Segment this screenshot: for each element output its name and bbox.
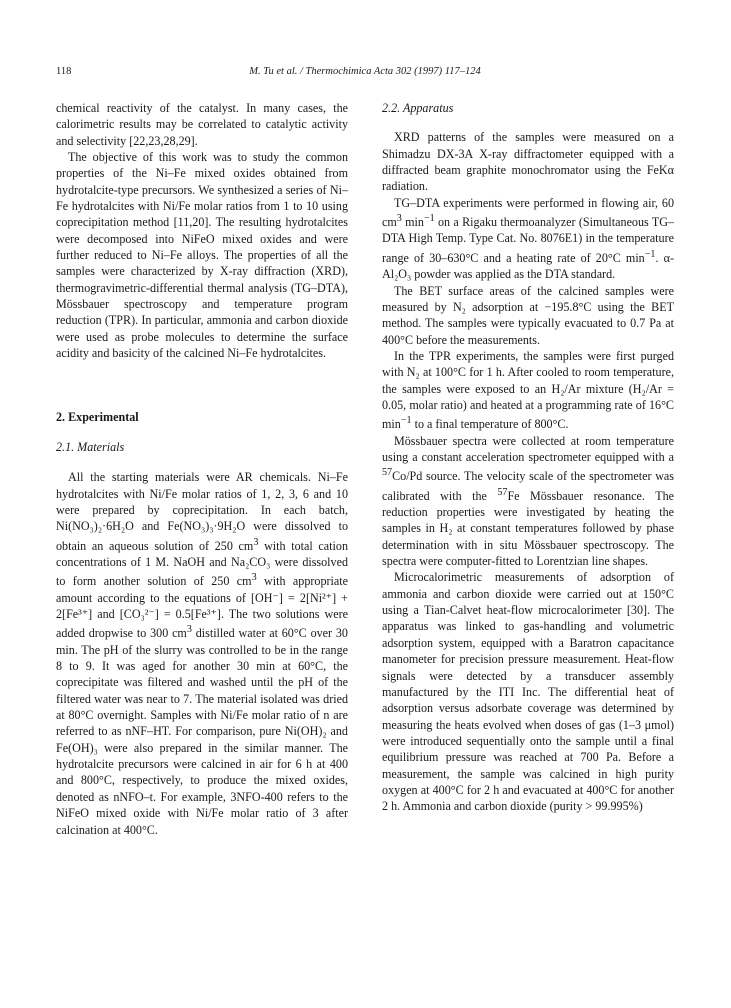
- materials-paragraph: All the starting materials were AR chemicals. Ni–Fe hydrotalcites with Ni/Fe molar ratios of 1, 2, 3, 6 and 10 were prepared by coprecipitation. In each batch, Ni(NO₃)₂·6H₂O and Fe(NO₃)₃·9H₂O were dissolved to obtain an aqueous solution of 250 $cm^3$ with total cation concentrations of 1 M. NaOH and Na₂CO₃ were dissolved to form another solution of 250 $cm^3$ with appropriate amount according to the equations of [OH⁻] = 2[Ni²⁺] + 2[Fe³⁺] and [CO₃²⁻] = 0.5[Fe³⁺]. The two solutions were added dropwise to 300 $cm^3$ distilled water at 60°C over 30 min. The pH of the slurry was controlled to be in the range 8 to 9. It was aged for another 30 min at 60°C, the coprecipitate was filtered and washed until the pH of the filtered water was near to 7. The material isolated was dried at 80°C overnight. Samples with Ni/Fe molar ratio of n are referred to as nNF–HT. For comparison, pure Ni(OH)₂ and Fe(OH)₃ were also prepared in the similar manner. The hydrotalcite precursors were calcined in air for 6 h at 400 and 800°C, respectively, to produce the mixed oxides, denoted as nNFO–t. For example, 3NFO-400 refers to the NiFeO mixed oxide with Ni/Fe molar ratio of 3 after calcination at 400°C.: [56, 470, 349, 837]
- subsection-heading-apparatus: 2.2. Apparatus: [382, 101, 454, 115]
- running-head: M. Tu et al. / Thermochimica Acta 302 (1997) 117–124: [249, 66, 481, 77]
- page-number: 118: [56, 66, 72, 77]
- bet-paragraph: The BET surface areas of the calcined samples were measured by N₂ adsorption at −195.8°C using the BET method. The samples were typically evacuated to 0.7 Pa at 400°C before the measurements.: [382, 283, 674, 347]
- formula-iron-hydroxide: Fe(OH)₃: [56, 740, 98, 755]
- formula-nickel-hydroxide: Ni(OH)₂: [284, 724, 327, 739]
- right-column: [382, 100, 674, 815]
- formula-sodium-carbonate: Na₂CO₃: [230, 554, 271, 569]
- subsection-heading-materials: 2.1. Materials: [56, 439, 125, 454]
- microcalorimetry-paragraph: Microcalorimetric measurements of adsorption of ammonia and carbon dioxide were carried out at 150°C using a Tian-Calvet heat-flow microcalorimeter [30]. The apparatus was linked to gas-handling and volumetric adsorption system, equipped with a Baratron capacitance manometer for precision pressure measurement. Heat-flow signals were detected by a transducer assembly manufactured by the ITI Inc. The differential heat of adsorption versus adsorbate coverage was determined by measuring the heats evolved when doses of gas (1–3 μmol) were introduced sequentially onto the sample until a final equilibrium pressure was reached at 700 Pa. Before a measurement, the sample was calcined in high purity oxygen at 400°C for 2 h and evacuated at 400°C for another 2 h. Ammonia and carbon dioxide (purity > 99.995%): [382, 570, 674, 814]
- equation-carbonate: [CO₃²⁻] = 0.5[Fe³⁺]: [119, 607, 221, 621]
- mossbauer-paragraph: Mössbauer spectra were collected at room temperature using a constant acceleration spectrometer equipped with a $^{57}$Co/Pd source. The velocity scale of the spectrometer was calibrated with the $^{57}$Fe Mössbauer resonance. The reduction properties were investigated by heating the samples in H₂ at constant temperatures followed by phase determination with in situ Mössbauer spectroscopy. The spectra were computer-fitted to Lorentzian line shapes.: [382, 433, 674, 569]
- formula-fe-nitrate: Fe(NO₃)₃·9H₂O: [167, 519, 246, 534]
- tgdta-paragraph: TG–DTA experiments were performed in flowing air, 60 $cm^3$ $\min^{-1}$ on a Rigaku thermoanalyzer (Simultaneous TG–DTA High Temp. Type Cat. No. 8076E1) in the temperature range of 30–630°C and a heating rate of 20°C $\min^{-1}$. α-Al₂O₃ powder was applied as the DTA standard.: [382, 195, 674, 282]
- tpr-paragraph: In the TPR experiments, the samples were first purged with N₂ at 100°C for 1 h. After cooled to room temperature, the samples were exposed to an H₂/Ar mixture (H₂/Ar = 0.05, molar ratio) and heated at a programming rate of 16°C $\min^{-1}$ to a final temperature of 800°C.: [382, 348, 674, 432]
- equation-hydroxide: [OH⁻] = 2[Ni²⁺] + 2[Fe³⁺]: [56, 590, 348, 621]
- intro-paragraph-end: chemical reactivity of the catalyst. In many cases, the calorimetric results may be correlated to catalytic activity and selectivity [22,23,28,29].: [56, 101, 348, 148]
- xrd-paragraph: XRD patterns of the samples were measured on a Shimadzu DX-3A X-ray diffractometer equipped with a diffracted beam graphite monochromator using the FeKα radiation.: [382, 130, 674, 194]
- section-heading-experimental: 2. Experimental: [56, 409, 139, 424]
- left-column: [56, 100, 348, 838]
- formula-ni-nitrate: Ni(NO₃)₂·6H₂O: [56, 519, 134, 534]
- objective-paragraph: The objective of this work was to study the common properties of the Ni–Fe mixed oxides obtained from hydrotalcite-type precursors. We synthesized a series of Ni–Fe hydrotalcites with Ni/Fe molar ratios from 1 to 10 using coprecipitation method [11,20]. The resulting hydrotalcites were decomposed into NiFeO mixed oxides and were further reduced to Ni–Fe alloys. The properties of all the samples were characterized by X-ray diffraction (XRD), thermogravimetric-differential thermal analysis (TG–DTA), Mössbauer spectroscopy and temperature program reduction (TPR). In particular, ammonia and carbon dioxide were used as probe molecules to determine the surface acidity and basicity of the calcined Ni–Fe hydrotalcites.: [56, 150, 348, 361]
- page-header: [56, 66, 674, 82]
